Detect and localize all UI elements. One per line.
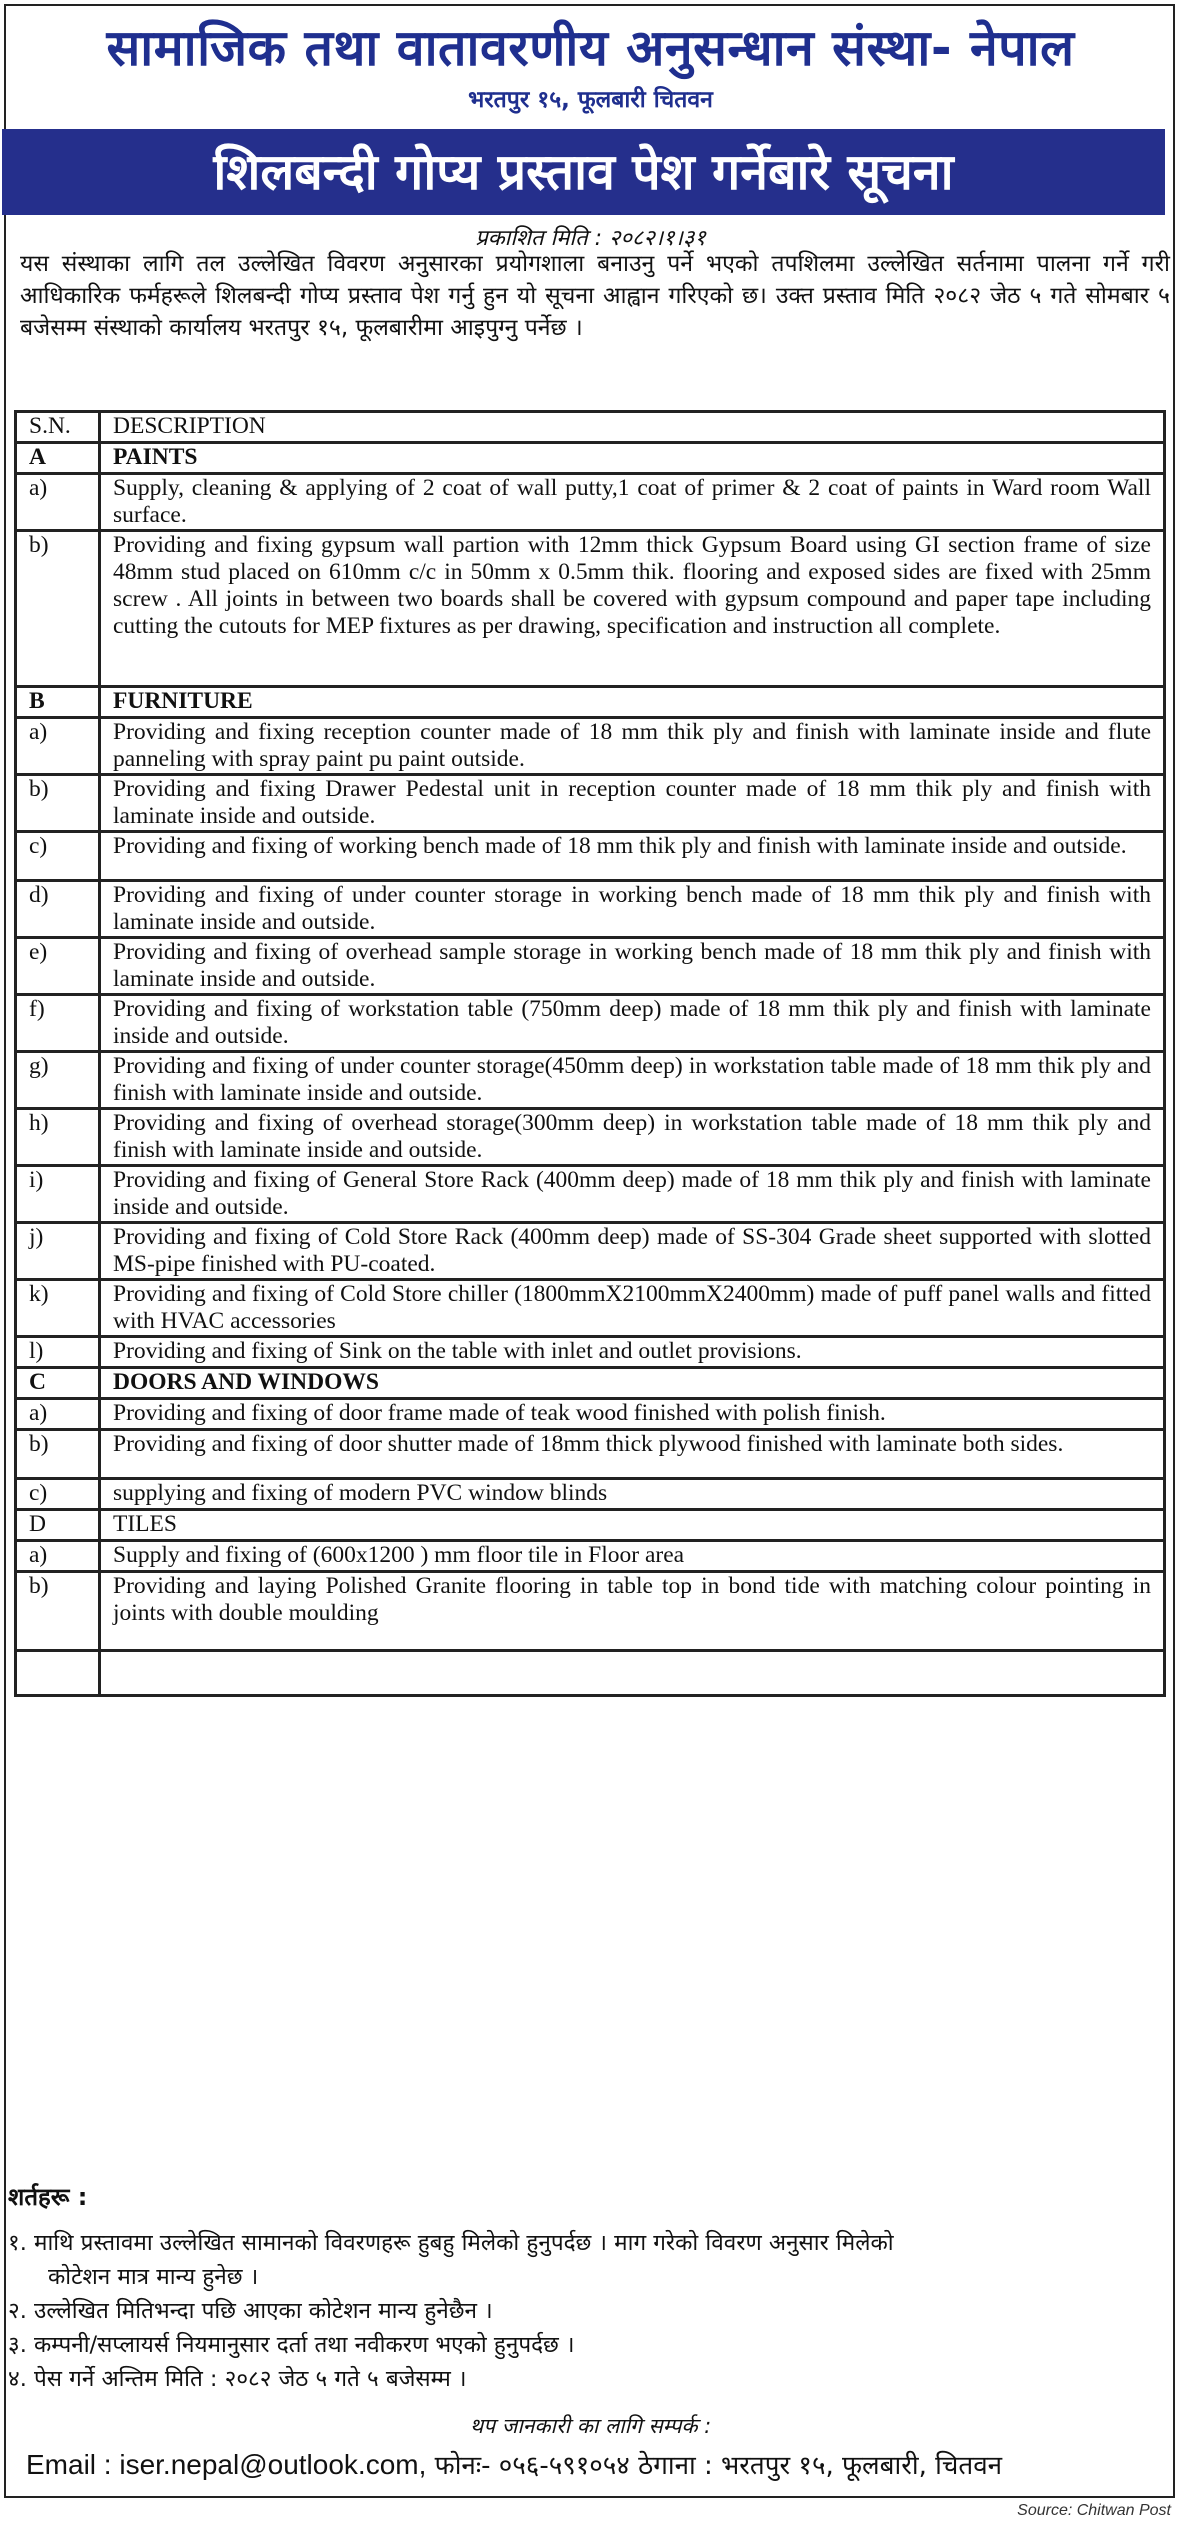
table-row <box>16 1166 1165 1223</box>
item-description: Providing and fixing of working bench made of 18 mm thik ply and finish with laminate inside and outside. <box>100 832 1165 881</box>
table-row <box>16 995 1165 1052</box>
table-row <box>16 775 1165 832</box>
section-row <box>16 1368 1165 1399</box>
terms-list <box>8 2226 1173 2396</box>
item-description: Providing and fixing reception counter made of 18 mm thik ply and finish with laminate inside and flute panneling with spray paint pu paint outside. <box>100 718 1165 775</box>
item-description: Providing and laying Polished Granite flooring in table top in bond tide with matching colour pointing in joints with double moulding <box>100 1572 1165 1651</box>
item-description: Providing and fixing of workstation table (750mm deep) made of 18 mm thik ply and finish with laminate inside and outside. <box>100 995 1165 1052</box>
published-date: प्रकाशित मिति : २०८२।१।३१ <box>475 226 706 251</box>
source-credit: Source: Chitwan Post <box>1017 2502 1171 2519</box>
table-row <box>16 531 1165 687</box>
item-sn: k) <box>16 1280 100 1337</box>
terms-title: शर्तहरू : <box>8 2183 88 2211</box>
item-sn: b) <box>16 775 100 832</box>
section-title: FURNITURE <box>100 687 1165 718</box>
notice-title-banner: शिलबन्दी गोप्य प्रस्ताव पेश गर्नेबारे सूचना <box>2 129 1165 215</box>
contact-phone-address: फोनः- ०५६-५९१०५४ ठेगाना : भरतपुर १५, फूलबारी, चितवन <box>434 2451 1003 2481</box>
table-row <box>16 1223 1165 1280</box>
table-row <box>16 1479 1165 1510</box>
term-4: ४. पेस गर्ने अन्तिम मिति : २०८२ जेठ ५ गते ५ बजेसम्म । <box>8 2366 467 2392</box>
item-sn: b) <box>16 1572 100 1651</box>
section-row <box>16 1510 1165 1541</box>
table-row <box>16 1109 1165 1166</box>
item-sn: c) <box>16 1479 100 1510</box>
table-row <box>16 938 1165 995</box>
intro-paragraph: यस संस्थाका लागि तल उल्लेखित विवरण अनुसारका प्रयोगशाला बनाउनु पर्ने भएको तपशिलमा उल्लेखित सर्तनामा पालना गर्ने गरी आधिकारिक फर्महरूले शिलबन्दी गोप्य प्रस्ताव पेश गर्नु हुन यो सूचना आह्वान गरिएको छ। उक्त प्रस्ताव मिति २०८२ जेठ ५ गते सोमबार ५ बजेसम्म संस्थाको कार्यालय भरतपुर १५, फूलबारीमा आइपुग्नु पर्नेछ । <box>20 251 1170 341</box>
table-header-row <box>16 412 1165 443</box>
table-row <box>16 881 1165 938</box>
item-description: Providing and fixing of door frame made of teak wood finished with polish finish. <box>100 1399 1165 1430</box>
section-code: A <box>16 443 100 474</box>
empty-cell <box>16 1651 100 1696</box>
item-description: Providing and fixing of General Store Rack (400mm deep) made of 18 mm thik ply and finish with laminate inside and outside. <box>100 1166 1165 1223</box>
table-row <box>16 1399 1165 1430</box>
empty-row <box>16 1651 1165 1696</box>
item-description: Providing and fixing of under counter storage(450mm deep) in workstation table made of 18 mm thik ply and finish with laminate inside and outside. <box>100 1052 1165 1109</box>
item-sn: d) <box>16 881 100 938</box>
term-2: २. उल्लेखित मितिभन्दा पछि आएका कोटेशन मान्य हुनेछैन । <box>8 2298 493 2324</box>
item-description: Providing and fixing of under counter storage in working bench made of 18 mm thik ply and finish with laminate inside and outside. <box>100 881 1165 938</box>
item-sn: a) <box>16 1541 100 1572</box>
item-description: supplying and fixing of modern PVC window blinds <box>100 1479 1165 1510</box>
section-title: TILES <box>100 1510 1165 1541</box>
item-description: Providing and fixing of overhead sample storage in working bench made of 18 mm thik ply and finish with laminate inside and outside. <box>100 938 1165 995</box>
organization-name: सामाजिक तथा वातावरणीय अनुसन्धान संस्था- नेपाल <box>106 19 1075 77</box>
specification-table <box>14 410 1166 1697</box>
section-row <box>16 687 1165 718</box>
organization-address: भरतपुर १५, फूलबारी चितवन <box>468 87 713 113</box>
table-row <box>16 1280 1165 1337</box>
item-sn: c) <box>16 832 100 881</box>
item-sn: a) <box>16 474 100 531</box>
item-sn: g) <box>16 1052 100 1109</box>
term-1: १. माथि प्रस्तावमा उल्लेखित सामानको विवरणहरू हुबहु मिलेको हुनुपर्दछ । माग गरेको विवरण अनुसार मिलेको <box>8 2230 894 2256</box>
table-row <box>16 1337 1165 1368</box>
table-row <box>16 832 1165 881</box>
table-row <box>16 474 1165 531</box>
term-1-continued: कोटेशन मात्र मान्य हुनेछ । <box>48 2264 259 2290</box>
table-row <box>16 1430 1165 1479</box>
header-description: DESCRIPTION <box>100 412 1165 443</box>
item-sn: b) <box>16 531 100 687</box>
section-title: DOORS AND WINDOWS <box>100 1368 1165 1399</box>
header-sn: S.N. <box>16 412 100 443</box>
item-description: Supply, cleaning & applying of 2 coat of wall putty,1 coat of primer & 2 coat of paints in Ward room Wall surface. <box>100 474 1165 531</box>
section-code: D <box>16 1510 100 1541</box>
item-sn: l) <box>16 1337 100 1368</box>
item-sn: i) <box>16 1166 100 1223</box>
item-description: Supply and fixing of (600x1200 ) mm floor tile in Floor area <box>100 1541 1165 1572</box>
item-sn: f) <box>16 995 100 1052</box>
item-description: Providing and fixing gypsum wall partion with 12mm thick Gypsum Board using GI section frame of size 48mm stud placed on 610mm c/c in 50mm x 0.5mm thik. flooring and exposed sides are fixed with 25mm screw . All joints in between two boards shall be covered with gypsum compound and paper tape including cutting the cutouts for MEP fixtures as per drawing, specification and instruction all complete. <box>100 531 1165 687</box>
table-row <box>16 1052 1165 1109</box>
section-title: PAINTS <box>100 443 1165 474</box>
item-sn: a) <box>16 1399 100 1430</box>
item-description: Providing and fixing of Cold Store chiller (1800mmX2100mmX2400mm) made of puff panel walls and fitted with HVAC accessories <box>100 1280 1165 1337</box>
item-sn: e) <box>16 938 100 995</box>
section-code: B <box>16 687 100 718</box>
table-row <box>16 1541 1165 1572</box>
item-description: Providing and fixing Drawer Pedestal unit in reception counter made of 18 mm thik ply and finish with laminate inside and outside. <box>100 775 1165 832</box>
table-row <box>16 1572 1165 1651</box>
term-3: ३. कम्पनी/सप्लायर्स नियमानुसार दर्ता तथा नवीकरण भएको हुनुपर्दछ । <box>8 2332 575 2358</box>
item-description: Providing and fixing of Sink on the table with inlet and outlet provisions. <box>100 1337 1165 1368</box>
item-sn: b) <box>16 1430 100 1479</box>
item-description: Providing and fixing of overhead storage(300mm deep) in workstation table made of 18 mm thik ply and finish with laminate inside and outside. <box>100 1109 1165 1166</box>
section-row <box>16 443 1165 474</box>
item-description: Providing and fixing of Cold Store Rack (400mm deep) made of SS-304 Grade sheet supported with slotted MS-pipe finished with PU-coated. <box>100 1223 1165 1280</box>
empty-cell <box>100 1651 1165 1696</box>
section-code: C <box>16 1368 100 1399</box>
item-description: Providing and fixing of door shutter made of 18mm thick plywood finished with laminate both sides. <box>100 1430 1165 1479</box>
contact-line <box>26 2446 1171 2482</box>
item-sn: a) <box>16 718 100 775</box>
contact-email: Email : iser.nepal@outlook.com, <box>26 2449 427 2480</box>
contact-title: थप जानकारी का लागि सम्पर्क : <box>469 2414 712 2438</box>
item-sn: j) <box>16 1223 100 1280</box>
table-row <box>16 718 1165 775</box>
item-sn: h) <box>16 1109 100 1166</box>
